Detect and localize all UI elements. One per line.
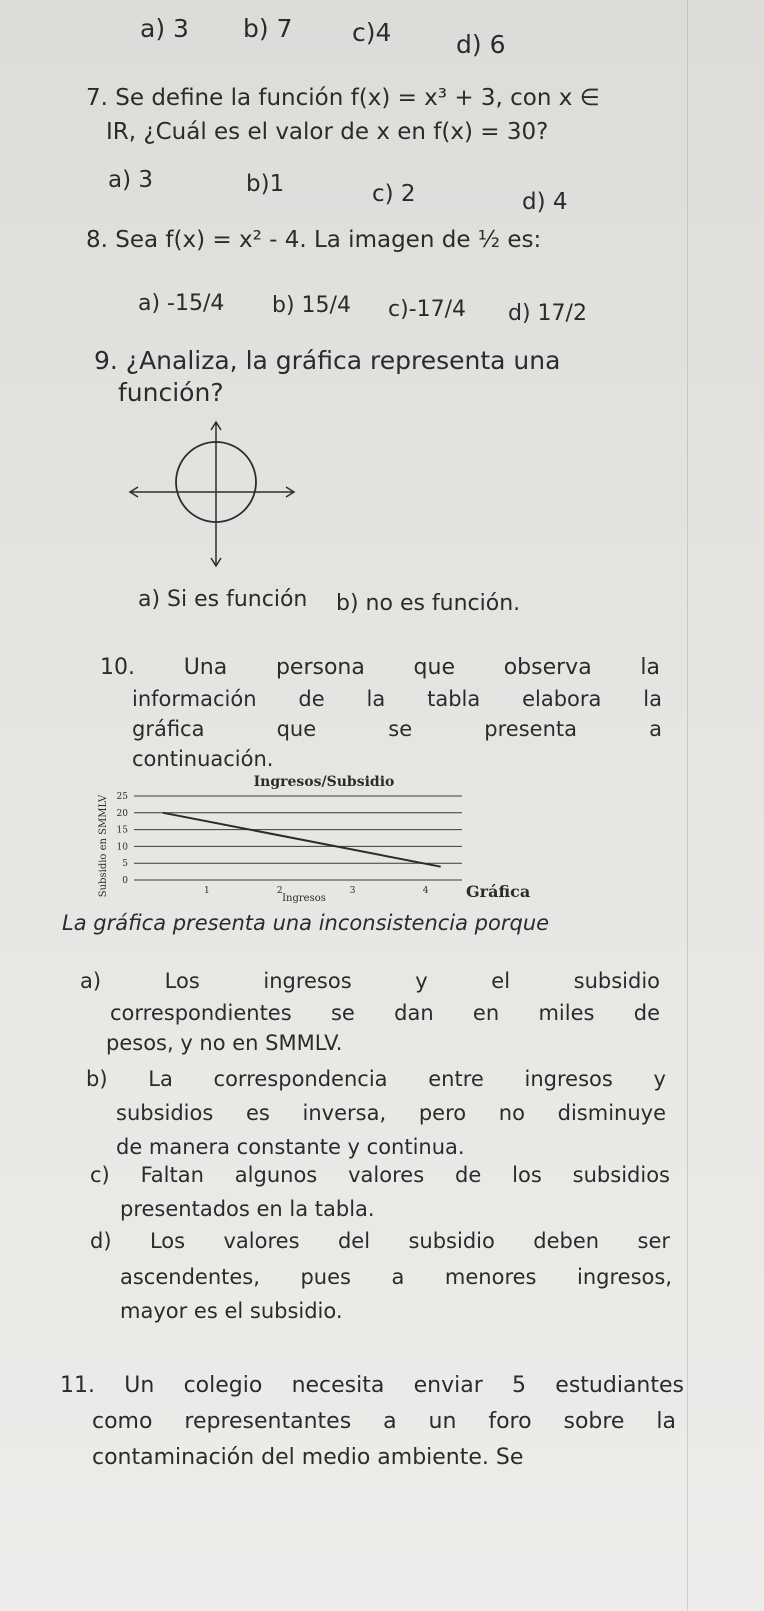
- chart-caption: Gráfica: [466, 882, 531, 901]
- q10-line-4: continuación.: [132, 747, 274, 771]
- chart-y-tick-label: 25: [116, 792, 128, 802]
- chart-data-point: [162, 812, 164, 814]
- q10-option-a-line-1: a) Los ingresos y el subsidio: [80, 969, 660, 993]
- q6-option-c: c)4: [352, 18, 392, 47]
- q8-option-c: c)-17/4: [388, 297, 467, 322]
- q10-option-d-line-3: mayor es el subsidio.: [120, 1299, 343, 1323]
- q6-option-a: a) 3: [140, 14, 189, 43]
- q7-option-b: b)1: [246, 171, 285, 197]
- chart-y-tick-label: 0: [122, 876, 128, 886]
- chart-xlabel: Ingresos: [282, 893, 326, 904]
- q6-option-d: d) 6: [456, 30, 506, 59]
- chart-y-tick-label: 15: [116, 825, 128, 836]
- chart-ylabel: Subsidio en SMMLV: [98, 794, 109, 898]
- circle-graph-figure: [126, 416, 306, 576]
- q7-option-d: d) 4: [522, 189, 568, 215]
- q10-option-b-line-2: subsidios es inversa, pero no disminuye: [116, 1101, 666, 1125]
- chart-y-ticks: [117, 792, 129, 886]
- q6-option-b: b) 7: [243, 14, 293, 43]
- q7-option-a: a) 3: [108, 167, 154, 193]
- q9-option-b: b) no es función.: [336, 591, 521, 616]
- chart-y-tick-label: 5: [122, 859, 128, 870]
- q10-option-d-line-2: ascendentes, pues a menores ingresos,: [120, 1265, 672, 1289]
- q10-option-b-line-1: b) La correspondencia entre ingresos y: [86, 1067, 666, 1091]
- q7-option-c: c) 2: [372, 181, 416, 207]
- chart-x-tick-label: 4: [422, 886, 429, 896]
- q10-option-a-line-2: correspondientes se dan en miles de: [110, 1001, 660, 1025]
- q9-option-a: a) Si es función: [138, 587, 308, 612]
- q10-line-2: información de la tabla elabora la: [132, 687, 662, 711]
- q11-line-3: contaminación del medio ambiente. Se: [92, 1445, 524, 1470]
- q8-line-1: 8. Sea f(x) = x² - 4. La imagen de ½ es:: [86, 227, 542, 253]
- q8-option-d: d) 17/2: [508, 301, 587, 326]
- chart-y-tick-label: 10: [116, 842, 128, 853]
- q10-option-c-line-1: c) Faltan algunos valores de los subsidios: [90, 1163, 670, 1187]
- q10-option-a-line-3: pesos, y no en SMMLV.: [106, 1031, 343, 1055]
- q9-line-2: función?: [118, 378, 224, 407]
- page-edge-line: [687, 0, 688, 1611]
- q10-statement: La gráfica presenta una inconsistencia porque: [62, 911, 550, 935]
- q10-option-b-line-3: de manera constante y continua.: [116, 1135, 465, 1159]
- chart-data-point: [439, 866, 441, 868]
- chart-x-tick-label: 1: [204, 886, 210, 896]
- q10-option-c-line-2: presentados en la tabla.: [120, 1197, 375, 1221]
- q11-line-1: 11. Un colegio necesita enviar 5 estudiantes: [60, 1373, 684, 1398]
- q8-option-a: a) -15/4: [138, 291, 225, 316]
- chart-y-tick-label: 20: [116, 808, 128, 819]
- chart-series-line-0: [163, 813, 440, 867]
- chart-x-tick-label: 3: [349, 886, 356, 896]
- q7-line-1: 7. Se define la función f(x) = x³ + 3, con x ∈: [86, 85, 600, 111]
- q10-line-1: 10. Una persona que observa la: [100, 655, 660, 680]
- q10-line-3: gráfica que se presenta a: [132, 717, 662, 741]
- q11-line-2: como representantes a un foro sobre la: [92, 1409, 676, 1434]
- ingresos-subsidio-chart: [94, 768, 474, 908]
- chart-title: Ingresos/Subsidio: [253, 774, 395, 790]
- q8-option-b: b) 15/4: [272, 293, 351, 318]
- q7-line-2: IR, ¿Cuál es el valor de x en f(x) = 30?: [106, 119, 549, 145]
- chart-series: [162, 812, 441, 867]
- q9-line-1: 9. ¿Analiza, la gráfica representa una: [94, 346, 561, 375]
- chart-x-tick-label: 2: [276, 886, 283, 896]
- q10-option-d-line-1: d) Los valores del subsidio deben ser: [90, 1229, 670, 1253]
